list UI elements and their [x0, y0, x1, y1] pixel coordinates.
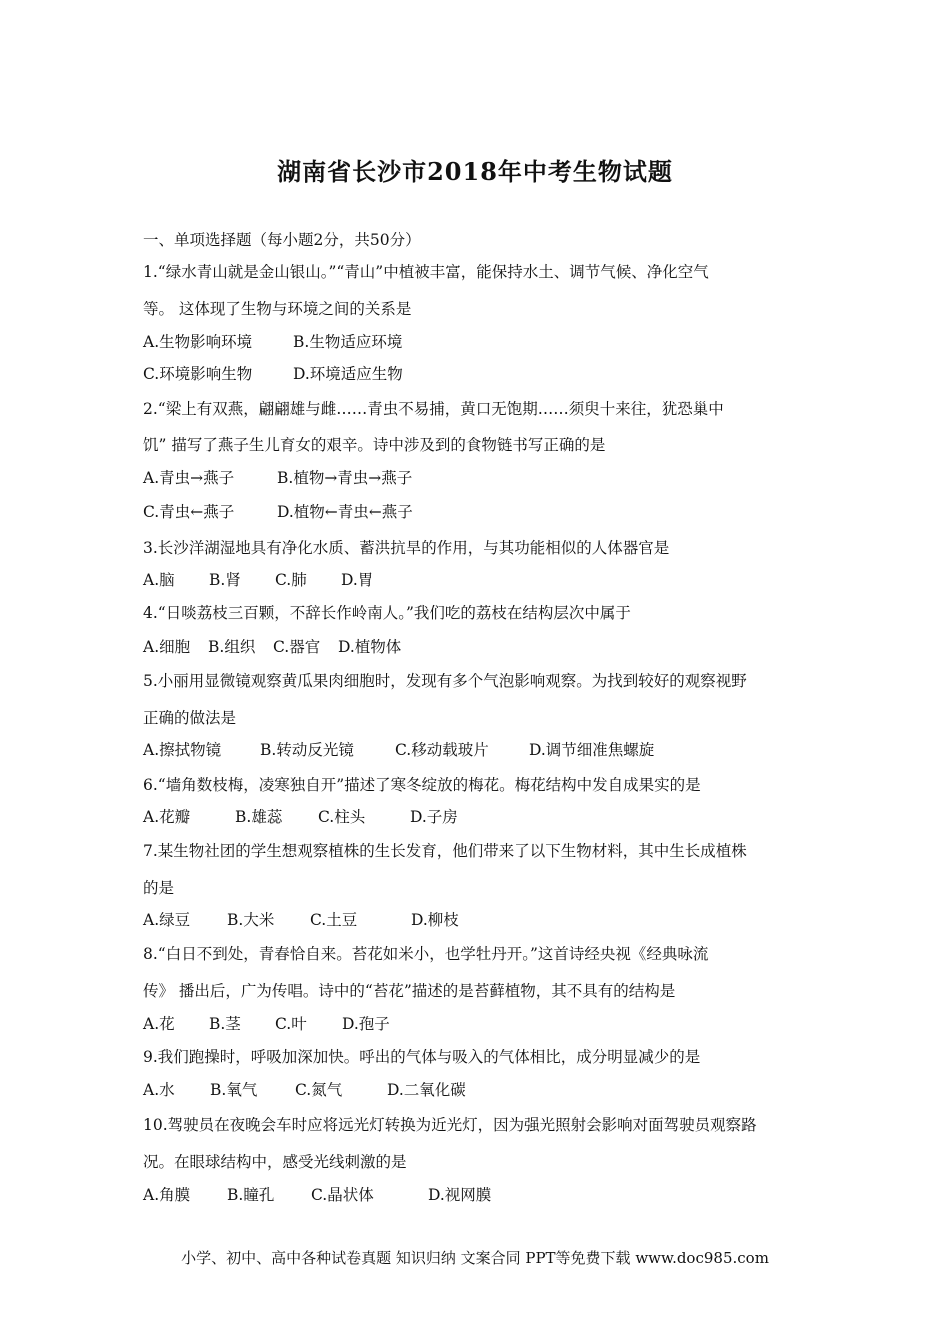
option-a: A.细胞 [143, 638, 191, 656]
question-9-options [143, 1078, 466, 1100]
option-c: C.叶 [275, 1015, 307, 1033]
option-b: B.转动反光镜 [260, 741, 354, 759]
option-a: A.水 [143, 1081, 175, 1099]
question-6-options [143, 805, 458, 827]
question-9-line-1: 9.我们跑操时，呼吸加深加快。呼出的气体与吸入的气体相比，成分明显减少的是 [143, 1048, 701, 1066]
option-c: C.器官 [273, 638, 321, 656]
option-b: B.植物→青虫→燕子 [277, 469, 413, 487]
option-d: D.视网膜 [428, 1186, 492, 1204]
question-8-line-1: 8.“白日不到处，青春恰自来。苔花如米小，也学牡丹开。”这首诗经央视《经典咏流 [143, 945, 709, 963]
question-7-line-1: 7.某生物社团的学生想观察植株的生长发育，他们带来了以下生物材料，其中生长成植株 [143, 842, 747, 860]
question-4-line-1: 4.“日啖荔枝三百颗，不辞长作岭南人。”我们吃的荔枝在结构层次中属于 [143, 604, 631, 622]
option-c: C.晶状体 [311, 1186, 374, 1204]
question-1-options-row-2 [143, 362, 403, 384]
option-a: A.脑 [143, 571, 175, 589]
option-b: B.大米 [227, 911, 275, 929]
option-a: A.角膜 [143, 1186, 191, 1204]
option-c: C.环境影响生物 [143, 365, 253, 383]
option-d: D.调节细准焦螺旋 [529, 741, 655, 759]
option-d: D.二氧化碳 [387, 1081, 466, 1099]
option-c: C.柱头 [318, 808, 366, 826]
option-b: B.肾 [209, 571, 241, 589]
option-a: A.青虫→燕子 [143, 469, 235, 487]
question-1-line-2: 等。 这体现了生物与环境之间的关系是 [143, 300, 412, 318]
option-b: B.雄蕊 [235, 808, 283, 826]
option-d: D.柳枝 [411, 911, 459, 929]
question-2-line-1: 2.“梁上有双燕，翩翩雄与雌……青虫不易捕，黄口无饱期……须臾十来往，犹恐巢中 [143, 400, 724, 418]
option-c: C.移动载玻片 [395, 741, 489, 759]
option-b: B.瞳孔 [227, 1186, 275, 1204]
question-8-options [143, 1012, 390, 1034]
option-d: D.环境适应生物 [293, 365, 403, 383]
option-d: D.子房 [410, 808, 458, 826]
question-2-options-row-1 [143, 466, 412, 488]
question-10-line-2: 况。在眼球结构中，感受光线刺激的是 [143, 1153, 407, 1171]
question-2-options-row-2 [143, 500, 413, 522]
page-footer: 小学、初中、高中各种试卷真题 知识归纳 文案合同 PPT等免费下载 www.doc985.com [181, 1249, 769, 1267]
question-3-line-1: 3.长沙洋湖湿地具有净化水质、蓄洪抗旱的作用，与其功能相似的人体器官是 [143, 539, 670, 557]
option-c: C.土豆 [310, 911, 358, 929]
option-c: C.氮气 [295, 1081, 343, 1099]
question-2-line-2: 饥” 描写了燕子生儿育女的艰辛。诗中涉及到的食物链书写正确的是 [143, 436, 606, 454]
question-3-options [143, 568, 373, 590]
question-8-line-2: 传》 播出后，广为传唱。诗中的“苔花”描述的是苔藓植物，其不具有的结构是 [143, 982, 676, 1000]
option-c: C.肺 [275, 571, 307, 589]
option-b: B.组织 [208, 638, 256, 656]
document-title: 湖南省长沙市2018年中考生物试题 [277, 157, 673, 186]
option-b: B.生物适应环境 [293, 333, 403, 351]
question-6-line-1: 6.“墙角数枝梅，凌寒独自开”描述了寒冬绽放的梅花。梅花结构中发自成果实的是 [143, 776, 701, 794]
question-10-line-1: 10.驾驶员在夜晚会车时应将远光灯转换为近光灯，因为强光照射会影响对面驾驶员观察路 [143, 1116, 757, 1134]
option-d: D.孢子 [342, 1015, 390, 1033]
option-a: A.花 [143, 1015, 175, 1033]
option-d: D.胃 [341, 571, 374, 589]
question-5-line-2: 正确的做法是 [143, 709, 237, 727]
question-5-line-1: 5.小丽用显微镜观察黄瓜果肉细胞时，发现有多个气泡影响观察。为找到较好的观察视野 [143, 672, 747, 690]
question-7-line-2: 的是 [143, 879, 175, 897]
question-1-options-row-1 [143, 330, 402, 352]
option-a: A.绿豆 [143, 911, 191, 929]
section-heading: 一、单项选择题（每小题2分，共50分） [143, 231, 421, 249]
question-5-options [143, 738, 654, 760]
option-b: B.茎 [209, 1015, 241, 1033]
option-d: D.植物体 [338, 638, 402, 656]
option-a: A.生物影响环境 [143, 333, 253, 351]
question-10-options [143, 1183, 491, 1205]
question-7-options [143, 908, 459, 930]
question-1-line-1: 1.“绿水青山就是金山银山。”“青山”中植被丰富，能保持水土、调节气候、净化空气 [143, 263, 709, 281]
question-4-options [143, 635, 401, 657]
option-a: A.擦拭物镜 [143, 741, 222, 759]
option-d: D.植物←青虫←燕子 [277, 503, 413, 521]
option-b: B.氧气 [210, 1081, 258, 1099]
option-c: C.青虫←燕子 [143, 503, 235, 521]
option-a: A.花瓣 [143, 808, 191, 826]
